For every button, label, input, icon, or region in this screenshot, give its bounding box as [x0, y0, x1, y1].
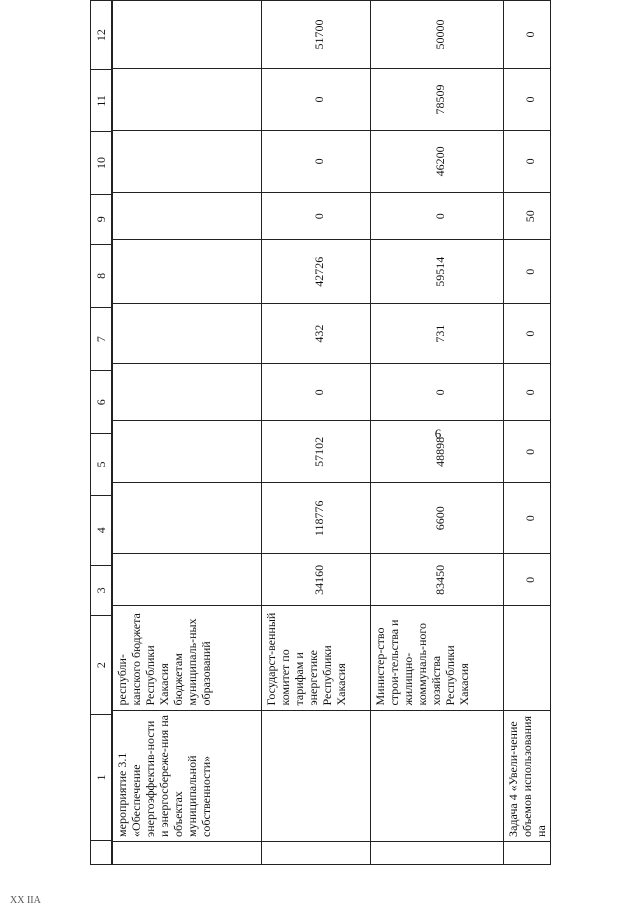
table-cell: 0 [262, 364, 371, 421]
table-cell: 46200 [371, 130, 504, 192]
table-cell: 0 [504, 554, 551, 606]
table-cell: 83450 [371, 554, 504, 606]
row-gap-cell [262, 841, 371, 864]
table-cell: 0 [371, 192, 504, 240]
table-cell: 0 [504, 1, 551, 69]
table-row [262, 1, 371, 865]
table-cell [113, 130, 262, 192]
header-cell: 4 [91, 495, 112, 565]
table-cell: 0 [504, 240, 551, 303]
table-cell [113, 68, 262, 130]
table-cell [504, 606, 551, 710]
table-cell: 50000 [371, 1, 504, 69]
table-cell: 51700 [262, 1, 371, 69]
header-row [91, 1, 112, 865]
header-cell: 5 [91, 434, 112, 495]
header-cell: 8 [91, 244, 112, 307]
table-cell: 432 [262, 303, 371, 363]
table-cell: 0 [504, 421, 551, 483]
table-cell: Задача 4 «Увели-чение объемов использования на [504, 710, 551, 841]
table-cell: 50 [504, 192, 551, 240]
table-cell: 57102 [262, 421, 371, 483]
table-cell [113, 192, 262, 240]
row-gap-cell [504, 841, 551, 864]
header-cell: 3 [91, 565, 112, 615]
table-cell: 0 [504, 483, 551, 554]
table-row [113, 1, 262, 865]
table-cell [113, 554, 262, 606]
row-gap-cell [113, 841, 262, 864]
table-cell: 34160 [262, 554, 371, 606]
table-row [504, 1, 551, 865]
table-cell: мероприятие 3.1 «Обеспечение энергоэффектив-ности и энергосбереже-ния на объектах муниципальной собственности» [113, 710, 262, 841]
table-cell [113, 483, 262, 554]
body-table [112, 0, 551, 865]
table-cell: 78509 [371, 68, 504, 130]
header-cell: 11 [91, 70, 112, 132]
table-cell: Министер-ство строи-тельства и жилищно-коммуналь-ного хозяйства Республики Хакасия [371, 606, 504, 710]
row-gap-cell [371, 841, 504, 864]
table-cell: 731 [371, 303, 504, 363]
table-cell [113, 421, 262, 483]
table-cell: 6600 [371, 483, 504, 554]
corner-mark: XX IIA [10, 895, 41, 906]
header-cell: 1 [91, 715, 112, 840]
table-cell [113, 1, 262, 69]
header-cell: 6 [91, 371, 112, 434]
table-cell: 42726 [262, 240, 371, 303]
table-cell: 0 [262, 68, 371, 130]
table-cell: 0 [371, 364, 504, 421]
table-cell [113, 364, 262, 421]
table-cell: 0 [504, 303, 551, 363]
header-cell: 12 [91, 1, 112, 70]
table-cell [113, 303, 262, 363]
table-cell: 48898 [371, 421, 504, 483]
table-cell [262, 710, 371, 841]
table-cell: 0 [504, 364, 551, 421]
header-cell: 10 [91, 132, 112, 194]
table-cell: 0 [504, 130, 551, 192]
header-cell: 9 [91, 194, 112, 244]
table-cell: Государст-венный комитет по тарифам и энергетике Республики Хакасия [262, 606, 371, 710]
table-cell [371, 710, 504, 841]
table-cell [113, 240, 262, 303]
header-cell: 2 [91, 615, 112, 714]
row-gap-cell [91, 840, 112, 864]
table-cell: 0 [262, 192, 371, 240]
table-cell: 0 [262, 130, 371, 192]
table-cell: республи-канского бюджета Республики Хакасия бюджетам муниципаль-ных образований [113, 606, 262, 710]
table-cell: 59514 [371, 240, 504, 303]
table-cell: 0 [504, 68, 551, 130]
header-cell: 7 [91, 307, 112, 370]
table-cell: 118776 [262, 483, 371, 554]
table-row [371, 1, 504, 865]
page-number: 6 [434, 425, 442, 441]
budget-table [90, 0, 112, 865]
